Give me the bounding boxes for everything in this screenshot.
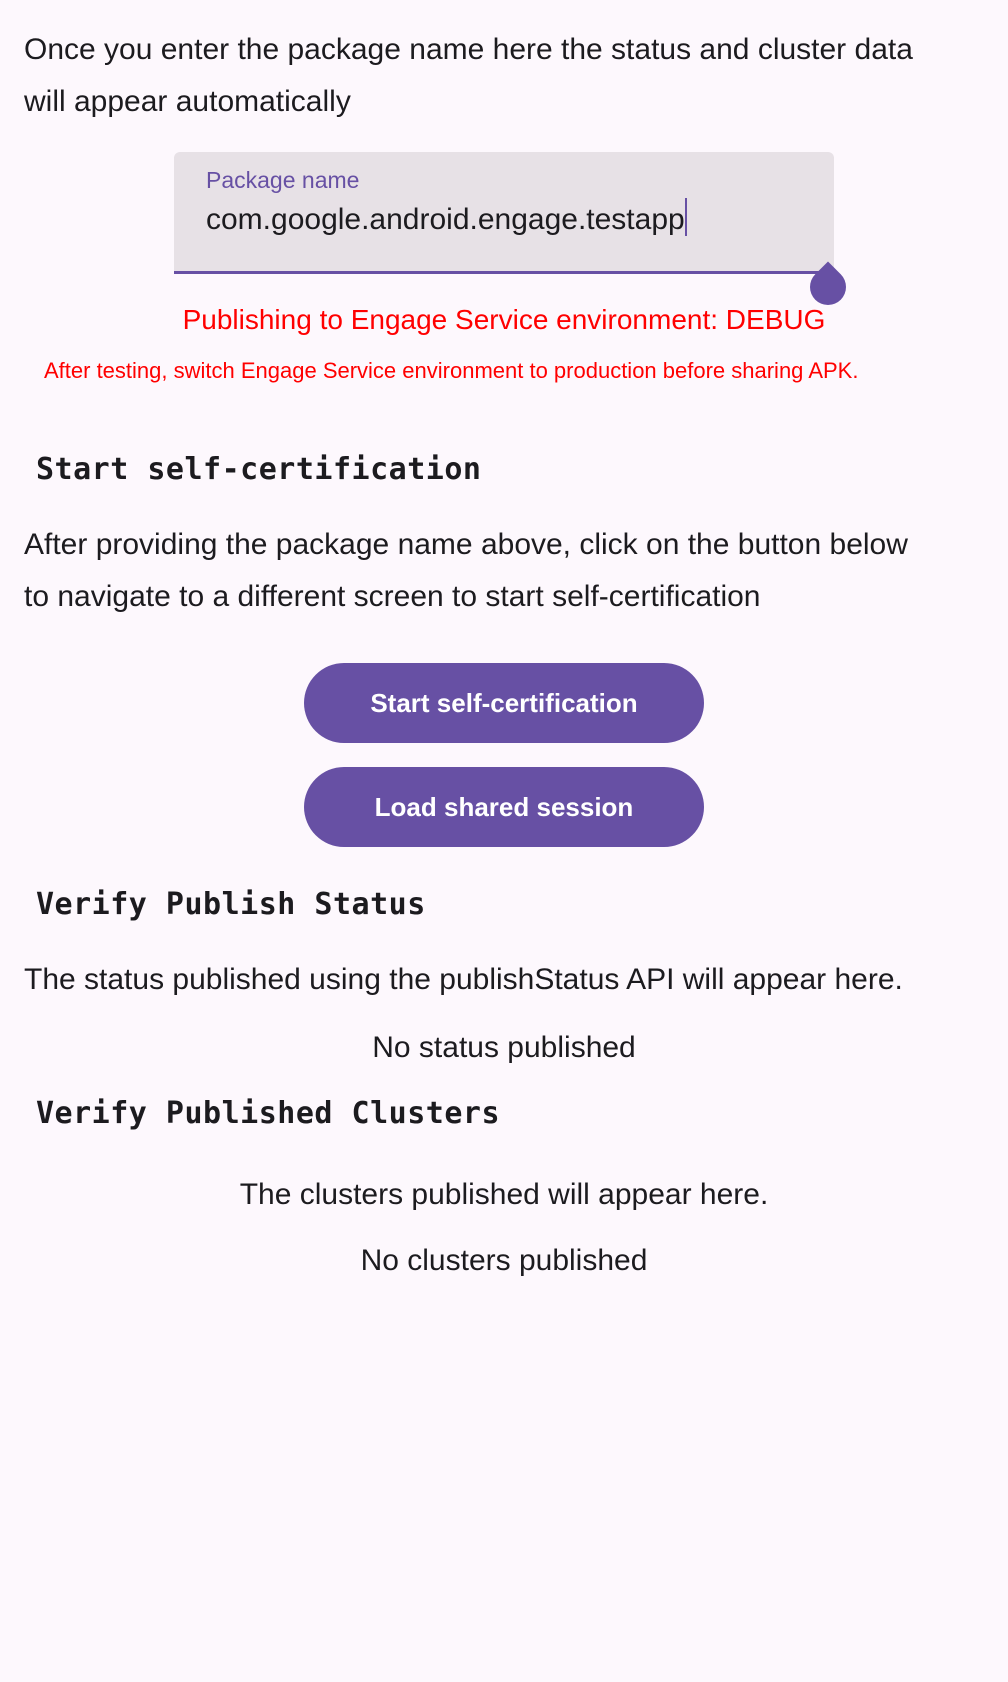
package-name-input[interactable] [174, 152, 834, 274]
load-shared-session-button[interactable]: Load shared session [304, 767, 704, 847]
section-title-self-certification: Start self-certification [36, 452, 482, 487]
engage-testapp-screen [0, 24, 1008, 1682]
package-name-value-row [206, 198, 802, 242]
intro-text: Once you enter the package name here the status and cluster data will appear automatically [24, 33, 913, 118]
package-name-value: com.google.android.engage.testapp [206, 203, 685, 236]
environment-warning: Publishing to Engage Service environment: DEBUG [182, 304, 826, 335]
publish-status-empty: No status published [372, 1031, 636, 1064]
package-name-label: Package name [206, 167, 360, 193]
section-title-published-clusters: Verify Published Clusters [36, 1096, 501, 1131]
published-clusters-empty: No clusters published [360, 1244, 648, 1277]
text-caret [685, 198, 687, 236]
load-shared-session-row [24, 767, 984, 847]
start-self-certification-row [24, 663, 984, 743]
published-clusters-description: The clusters published will appear here. [239, 1178, 769, 1211]
self-certification-description: After providing the package name above, click on the button below to navigate to a different screen to start self-certification [24, 528, 908, 613]
package-name-field-wrapper [174, 152, 834, 274]
environment-warning-detail: After testing, switch Engage Service environment to production before sharing APK. [44, 358, 859, 383]
publish-status-description: The status published using the publishStatus API will appear here. [24, 963, 903, 996]
section-title-publish-status: Verify Publish Status [36, 887, 426, 922]
start-self-certification-button[interactable]: Start self-certification [304, 663, 704, 743]
